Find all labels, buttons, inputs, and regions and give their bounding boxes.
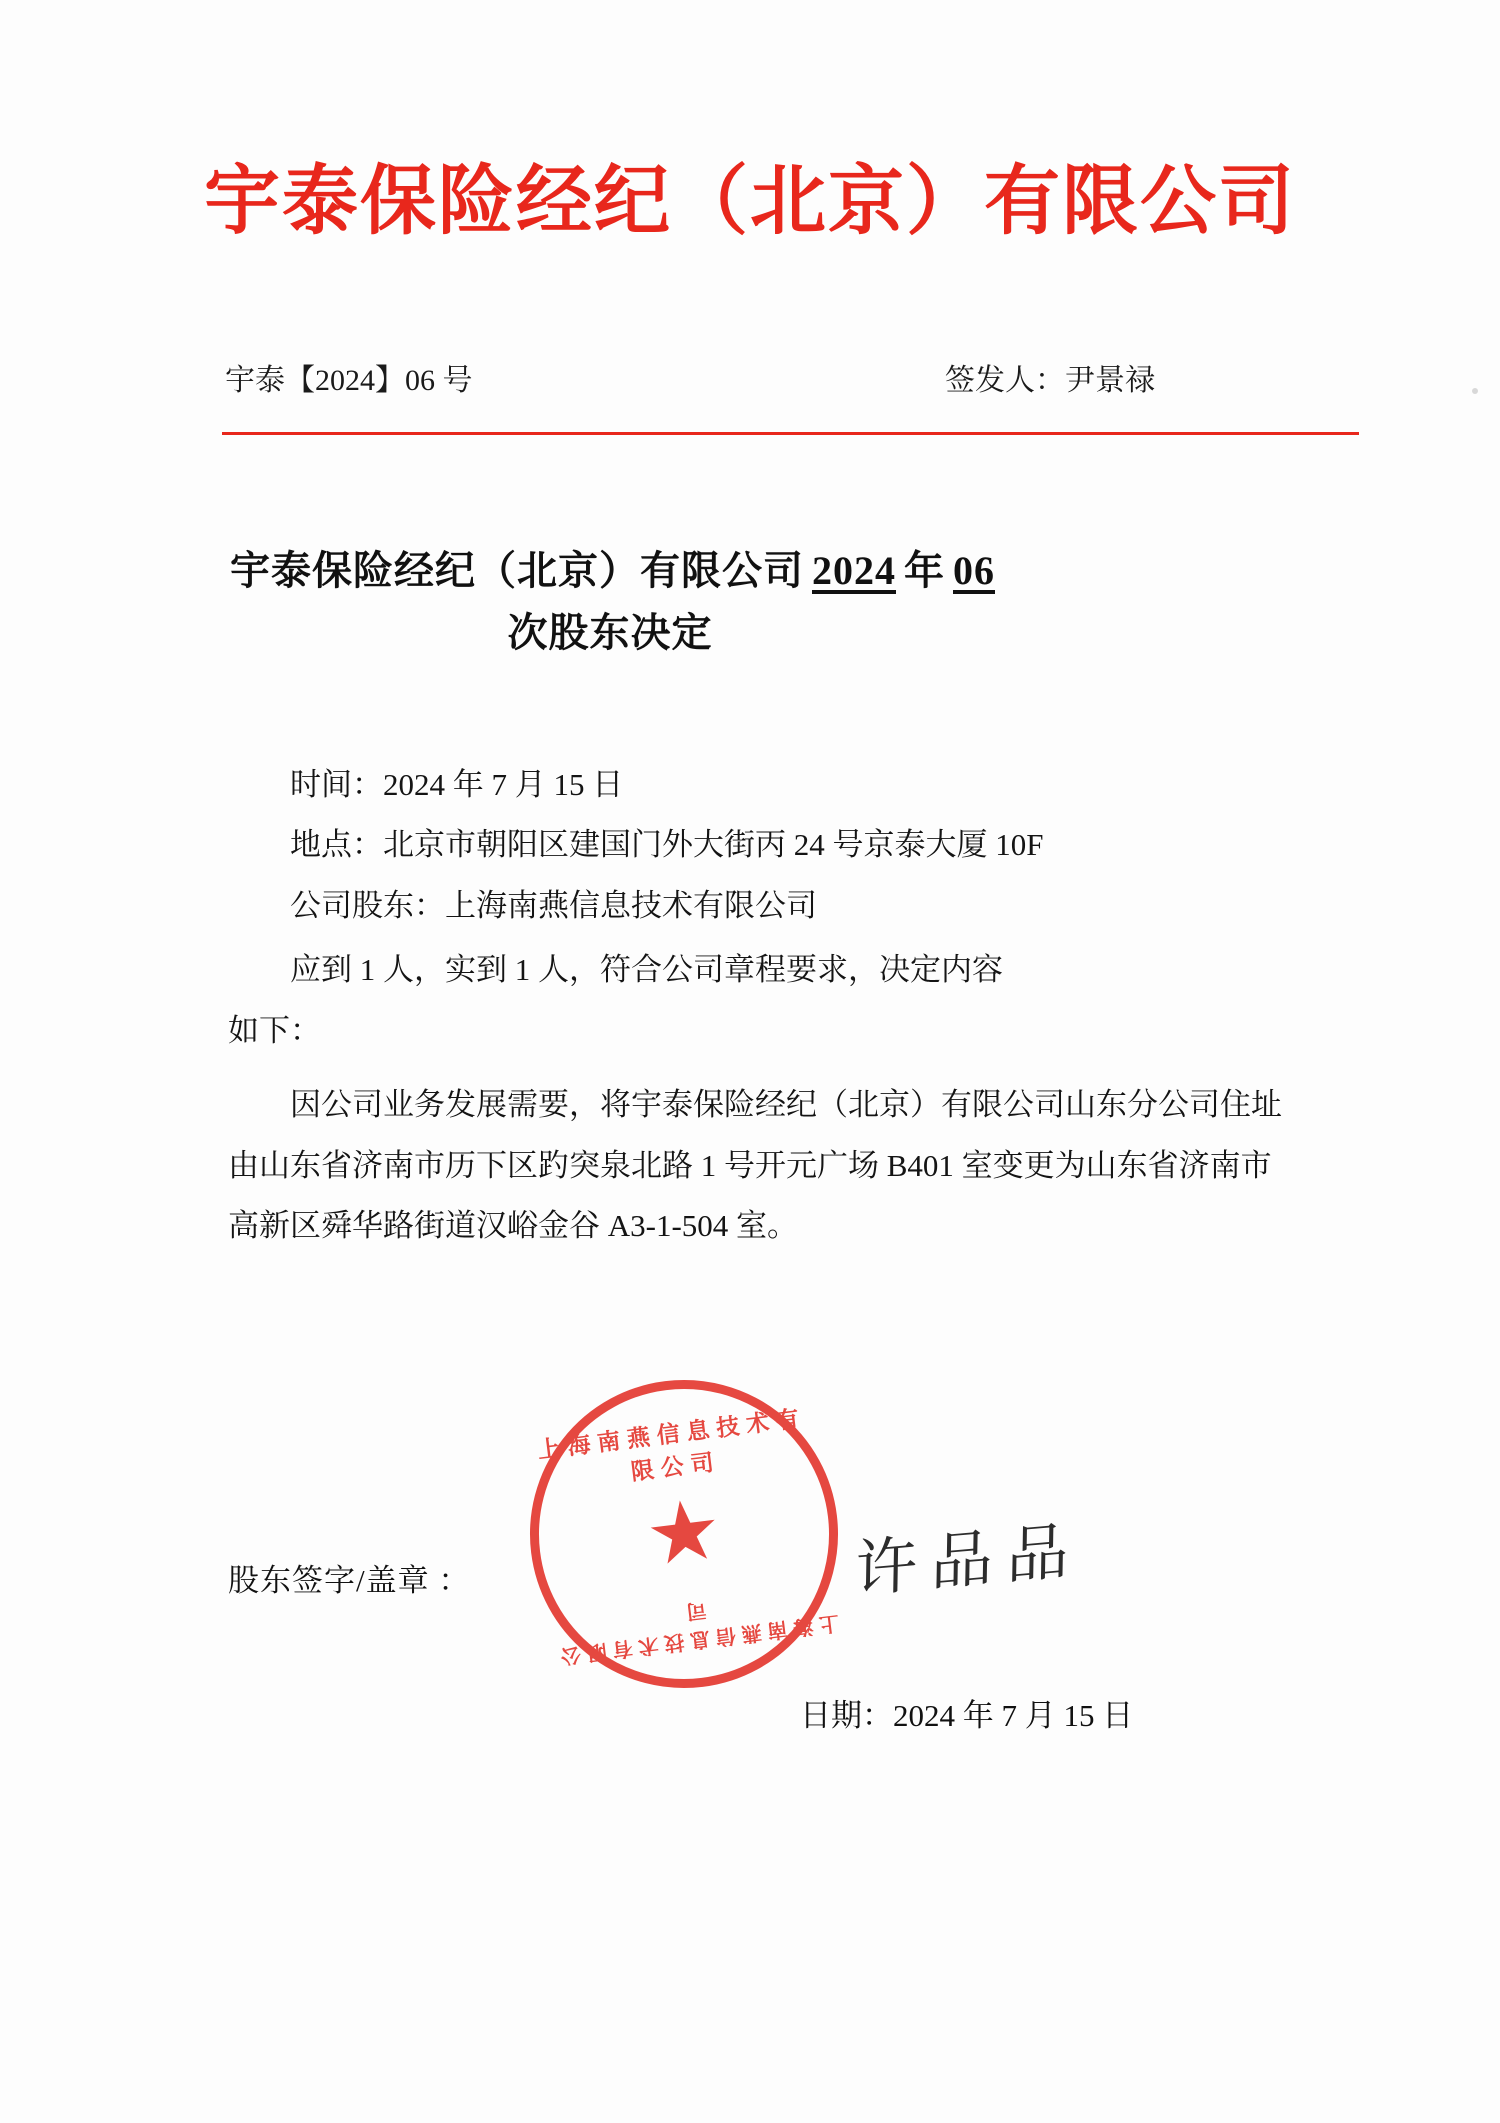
seal-top-text: 上海南燕信息技术有限公司 [536, 1405, 808, 1485]
company-letterhead: 宇泰保险经纪（北京）有限公司 [204, 156, 1296, 245]
signature-label: 股东签字/盖章 ： [228, 1563, 471, 1598]
document-title [200, 540, 1340, 664]
meta-attendance-continued: 如下： [228, 1012, 321, 1048]
title-line-two: 次股东决定 [507, 610, 713, 655]
title-company: 宇泰保险经纪（北京）有限公司 [230, 548, 804, 593]
title-index: 06 [953, 548, 995, 593]
seal-star-icon: ★ [640, 1482, 727, 1585]
meta-place: 地点：北京市朝阳区建国门外大街丙 24 号京泰大厦 10F [290, 827, 1044, 863]
meta-attendance: 应到 1 人，实到 1 人，符合公司章程要求，决定内容 [290, 952, 1003, 988]
meta-shareholder: 公司股东：上海南燕信息技术有限公司 [290, 887, 817, 923]
signature-date: 日期：2024 年 7 月 15 日 [800, 1698, 1134, 1733]
title-year-suffix: 年 [904, 548, 945, 593]
page-edge-mark [1472, 388, 1478, 394]
handwritten-signature: 许品品 [854, 1512, 1084, 1607]
title-line-one [200, 540, 1340, 602]
red-divider-rule [222, 432, 1359, 435]
document-meta-row [225, 355, 1365, 399]
meta-time: 时间：2024 年 7 月 15 日 [290, 767, 624, 802]
document-body [228, 755, 1288, 1257]
seal-bottom-text: 上海南燕信息技术有限公司 [553, 1597, 841, 1668]
resolution-paragraph: 因公司业务发展需要，将宇泰保险经纪（北京）有限公司山东分公司住址由山东省济南市历下区趵突泉北路 1 号开元广场 B401 室变更为山东省济南市高新区舜华路街道汉峪金谷 A3-1-504 室。 [228, 1087, 1282, 1244]
company-seal-stamp [512, 1362, 855, 1705]
document-number: 宇泰【2024】06 号 [225, 364, 473, 397]
title-year: 2024 [812, 548, 896, 593]
document-issuer: 签发人：尹景禄 [945, 364, 1155, 397]
